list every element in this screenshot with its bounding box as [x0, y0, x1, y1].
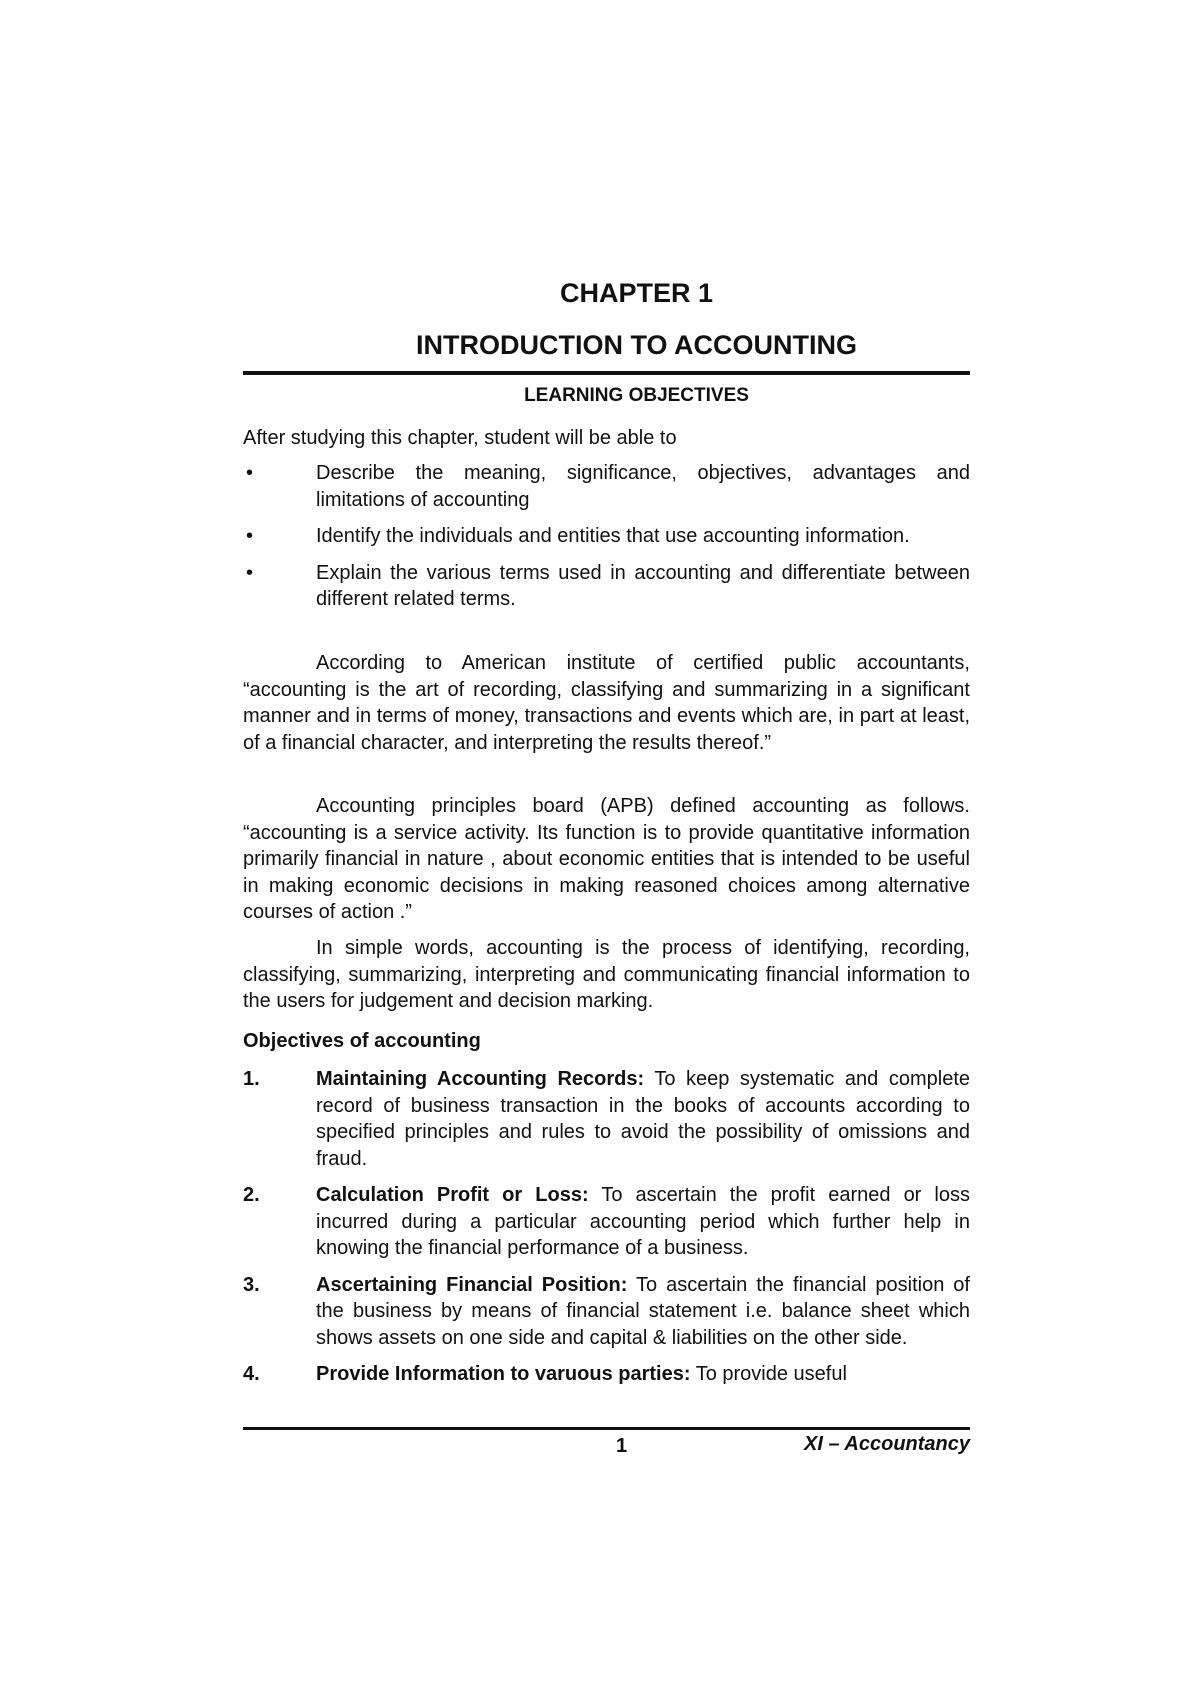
item-text: To ascertain the financial position of the business by means of financial statement i.e. balance sheet which shows assets on one side and capital & liabilities on the other side. [316, 1273, 970, 1349]
item-text: To keep systematic and complete record of business transaction in the books of accounts according to specified principles and rules to avoid the possibility of omissions and fraud. [316, 1068, 970, 1170]
list-item-text: Describe the meaning, significance, objectives, advantages and limitations of accounting [316, 462, 970, 511]
list-item [243, 523, 970, 550]
chapter-label: CHAPTER 1 [559, 278, 714, 308]
learning-objectives-list [243, 460, 970, 623]
paragraph-aicpa-definition: According to American institute of certified public accountants, “accounting is the art of recording, classifying and summarizing in a significant manner and in terms of money, transactions and events which are, in part at least, of a financial character, and interpreting the results thereof.” [243, 652, 970, 754]
item-text: To provide useful [690, 1363, 847, 1385]
chapter-title: INTRODUCTION TO ACCOUNTING [416, 330, 857, 360]
item-text: To ascertain the profit earned or loss incurred during a particular accounting period which further help in knowing the financial performance of a business. [316, 1184, 970, 1259]
list-item-text: Explain the various terms used in accounting and differentiate between different related terms. [316, 561, 970, 610]
item-term: Maintaining Accounting Records: [316, 1068, 645, 1090]
page-number: 1 [615, 1435, 628, 1457]
list-item [243, 560, 970, 613]
list-item [243, 1272, 970, 1352]
item-term: Provide Information to varuous parties: [316, 1363, 691, 1385]
list-item [243, 1066, 970, 1172]
list-item [243, 1361, 970, 1388]
learning-objectives-heading: LEARNING OBJECTIVES [524, 385, 749, 406]
header-rule [243, 371, 970, 375]
bullet-icon: • [246, 525, 254, 547]
item-term: Calculation Profit or Loss: [316, 1184, 589, 1206]
bullet-icon: • [246, 462, 254, 484]
list-item-text: Identify the individuals and entities that use accounting information. [316, 525, 910, 547]
running-title: XI – Accountancy [804, 1433, 970, 1455]
item-term: Ascertaining Financial Position: [316, 1273, 628, 1296]
objectives-heading: Objectives of accounting [243, 1030, 481, 1052]
paragraph-simple-definition: In simple words, accounting is the process of identifying, recording, classifying, summarizing, interpreting and communicating financial information to the users for judgement and decision marking. [243, 937, 970, 1012]
item-number: 3. [243, 1273, 260, 1296]
objectives-list [243, 1066, 970, 1398]
paragraph-apb-definition: Accounting principles board (APB) defined accounting as follows. “accounting is a service activity. Its function is to provide quantitative information primarily financial in nature , about economic entities that is intended to be useful in making economic decisions in making reasoned choices among alternative courses of action .” [243, 795, 970, 923]
bullet-icon: • [246, 561, 254, 584]
list-item [243, 1182, 970, 1262]
list-item [243, 460, 970, 513]
item-number: 1. [243, 1068, 260, 1090]
learning-objectives-intro: After studying this chapter, student will be able to [243, 427, 677, 449]
footer-rule [243, 1427, 970, 1430]
item-number: 2. [243, 1184, 260, 1206]
item-number: 4. [243, 1363, 260, 1385]
